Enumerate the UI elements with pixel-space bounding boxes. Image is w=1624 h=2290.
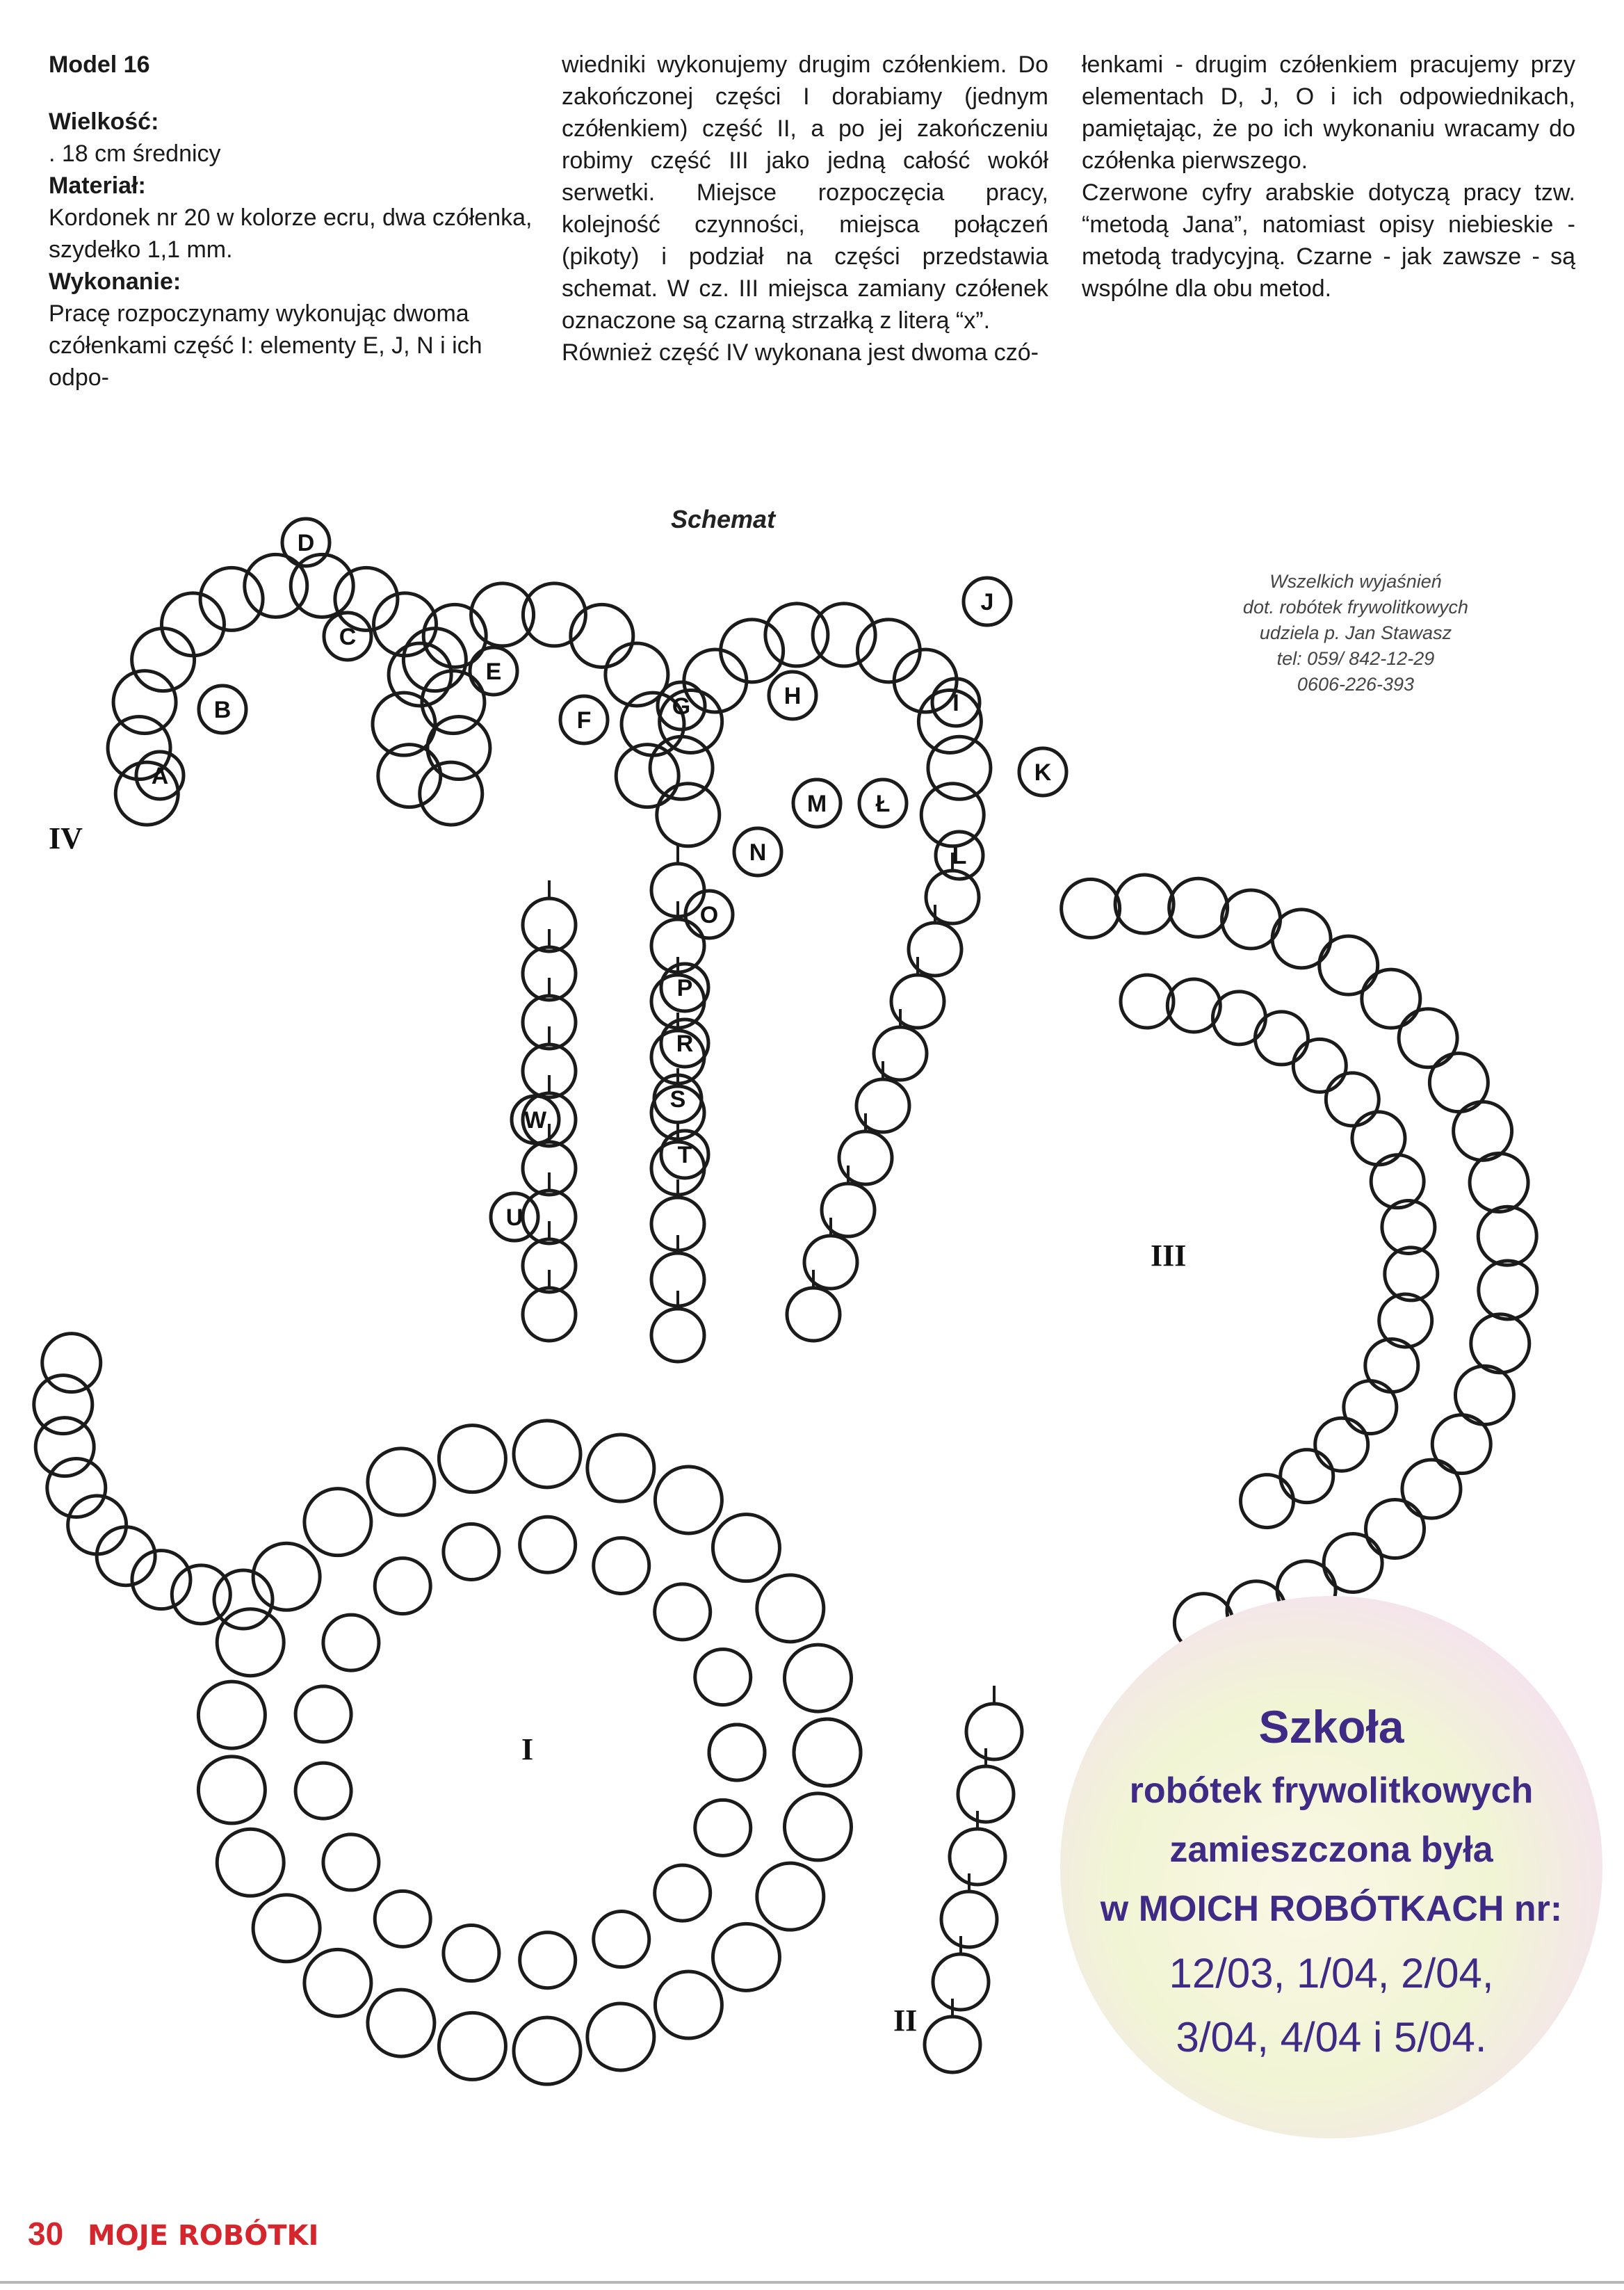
execution-text-2: wiedniki wykonujemy drugim czółenkiem. Do zakończonej części I dorabiamy (jednym czółenkiem) część II, a po jej zakończeniu robimy część III jako jedną całość wokół serwetki. Miejsce rozpoczęcia pracy, kolejność czynności, miejsca połączeń (pikoty) i podział na części przedstawia schemat. W cz. III miejsca zamiany czółenek oznaczone są czarną strzałką z literą “x”. xyxy=(562,51,1048,334)
tatting-ring xyxy=(941,1892,997,1947)
tatting-ring xyxy=(950,1829,1005,1885)
tatting-ring xyxy=(594,1538,649,1593)
contact-line: Wszelkich wyjaśnień xyxy=(1269,571,1442,592)
material-label: Materiał: xyxy=(49,172,146,199)
tatting-ring xyxy=(1470,1154,1528,1212)
tatting-ring xyxy=(1169,878,1228,937)
model-title: Model 16 xyxy=(49,51,150,78)
tatting-ring xyxy=(966,1704,1022,1759)
tatting-ring xyxy=(514,2017,580,2084)
school-issues: 12/03, 1/04, 2/04, xyxy=(1169,1950,1494,1997)
tatting-ring xyxy=(650,736,713,799)
article-column-3 xyxy=(1082,49,1575,305)
element-label: J xyxy=(980,589,994,615)
tatting-ring xyxy=(757,1863,824,1930)
tatting-ring xyxy=(304,1489,371,1556)
tatting-ring xyxy=(323,1615,379,1670)
element-label: A xyxy=(151,763,169,789)
element-label: R xyxy=(676,1031,694,1057)
school-info-circle xyxy=(1060,1596,1602,2138)
tatting-ring xyxy=(655,1972,722,2038)
tatting-ring xyxy=(304,1949,371,2016)
tatting-ring xyxy=(520,1933,576,1988)
bottom-divider xyxy=(0,2281,1624,2284)
tatting-ring xyxy=(695,1800,751,1855)
element-label: O xyxy=(699,902,719,928)
tatting-ring xyxy=(1281,1450,1333,1503)
tatting-ring xyxy=(1272,910,1331,968)
execution-text-1: Pracę rozpoczynamy wykonując dwoma czółenkami część I: elementy E, J, N i ich odpo- xyxy=(49,300,482,391)
element-label: W xyxy=(523,1107,547,1134)
tatting-ring xyxy=(420,762,482,825)
tatting-ring xyxy=(784,1793,851,1860)
element-label: E xyxy=(485,659,502,685)
tatting-ring xyxy=(520,1517,576,1572)
tatting-ring xyxy=(1471,1314,1529,1373)
school-line: robótek frywolitkowych xyxy=(1129,1771,1534,1811)
tatting-ring xyxy=(787,1288,840,1341)
tatting-ring xyxy=(655,1467,722,1533)
tatting-ring xyxy=(375,1558,430,1614)
school-line: w MOICH ROBÓTKACH nr: xyxy=(1100,1889,1563,1929)
tatting-ring xyxy=(1432,1415,1491,1474)
element-label: S xyxy=(669,1086,686,1113)
tatting-ring xyxy=(1344,1381,1397,1434)
school-issues: 3/04, 4/04 i 5/04. xyxy=(1176,2014,1487,2061)
article-column-2 xyxy=(562,49,1048,369)
magazine-logo: MOJE ROBÓTKI xyxy=(87,2220,319,2252)
tatting-ring xyxy=(857,620,920,682)
material-value: Kordonek nr 20 w kolorze ecru, dwa czółenka, szydełko 1,1 mm. xyxy=(49,204,533,263)
element-label: G xyxy=(672,693,691,720)
tatting-ring xyxy=(113,671,176,734)
section-label-iii: III xyxy=(1151,1239,1187,1273)
element-label: U xyxy=(505,1204,523,1231)
tatting-ring xyxy=(1352,1112,1405,1165)
tatting-ring xyxy=(695,1650,751,1705)
tatting-ring xyxy=(198,1757,265,1823)
tatting-ring xyxy=(1382,1200,1435,1253)
element-label: M xyxy=(806,791,827,817)
tatting-ring xyxy=(34,1376,92,1434)
tatting-ring xyxy=(928,736,991,799)
tatting-ring xyxy=(217,1829,284,1896)
tatting-ring xyxy=(757,1575,824,1642)
execution-text-3b: Czerwone cyfry arabskie dotyczą pracy tzw. “metodą Jana”, natomiast opisy niebieskie - metodą tradycyjną. Czarne - jak zawsze - są wspólne dla obu metod. xyxy=(1082,179,1575,302)
tatting-ring xyxy=(368,1990,435,2056)
tatting-ring xyxy=(172,1565,230,1624)
element-label: T xyxy=(677,1142,692,1168)
tatting-ring xyxy=(295,1686,351,1742)
tatting-ring xyxy=(713,1515,779,1581)
tatting-ring xyxy=(428,717,490,780)
article-column-1 xyxy=(49,49,535,394)
tatting-ring xyxy=(1365,1339,1418,1392)
tatting-ring xyxy=(253,1895,320,1962)
tatting-ring xyxy=(1241,1475,1294,1528)
tatting-ring xyxy=(198,1682,265,1748)
tatting-ring xyxy=(1326,1073,1379,1126)
tatting-ring xyxy=(1121,975,1174,1028)
tatting-ring xyxy=(594,1912,649,1967)
tatting-ring xyxy=(1479,1261,1537,1319)
tatting-ring xyxy=(765,604,828,666)
tatting-ring xyxy=(1478,1207,1536,1265)
section-label-i: I xyxy=(521,1732,534,1766)
tatting-ring xyxy=(713,1924,779,1990)
tatting-ring xyxy=(1402,1460,1461,1518)
tatting-ring xyxy=(444,1524,499,1579)
diagram-element-labels xyxy=(136,519,1066,1241)
tatting-ring xyxy=(42,1334,101,1392)
element-label: I xyxy=(952,690,959,716)
section-label-iv: IV xyxy=(49,821,83,855)
tatting-ring xyxy=(933,1954,989,2010)
tatting-ring xyxy=(1212,992,1265,1045)
tatting-ring xyxy=(439,1426,505,1492)
tatting-ring xyxy=(651,1309,704,1362)
tatting-ring xyxy=(655,1584,710,1640)
tatting-ring xyxy=(1366,1500,1424,1558)
schemat-title: Schemat xyxy=(671,505,776,533)
contact-line: 0606-226-393 xyxy=(1297,674,1415,695)
tatting-ring xyxy=(813,604,875,666)
contact-line: dot. robótek frywolitkowych xyxy=(1242,597,1469,618)
tatting-ring xyxy=(794,1719,861,1786)
tatting-ring xyxy=(655,1865,710,1921)
tatting-ring xyxy=(587,2003,654,2070)
element-label: N xyxy=(749,839,767,866)
page-footer xyxy=(28,2215,318,2252)
tatting-ring xyxy=(217,1609,284,1676)
tatting-ring xyxy=(1362,969,1420,1028)
size-label: Wielkość: xyxy=(49,108,159,135)
tatting-ring xyxy=(323,1835,379,1890)
tatting-ring xyxy=(514,1421,580,1487)
tatting-ring xyxy=(1399,1009,1457,1067)
tatting-ring xyxy=(47,1458,106,1517)
page-number: 30 xyxy=(28,2216,64,2252)
tatting-ring xyxy=(1324,1533,1382,1592)
school-title: Szkoła xyxy=(1258,1701,1404,1752)
tatting-ring xyxy=(1062,879,1120,937)
tatting-ring xyxy=(1315,1418,1368,1471)
execution-text-2b: Również część IV wykonana jest dwoma czó- xyxy=(562,339,1039,366)
element-label: Ł xyxy=(875,791,891,817)
element-label: C xyxy=(339,624,357,650)
size-value: . 18 cm średnicy xyxy=(49,140,221,167)
tatting-ring xyxy=(444,1926,499,1981)
execution-text-3: łenkami - drugim czółenkiem pracujemy przy elementach D, J, O i ich odpowiednikach, pamiętając, że po ich wykonaniu wracamy do czółenka pierwszego. xyxy=(1082,51,1575,174)
tatting-ring xyxy=(1385,1248,1438,1300)
tatting-ring xyxy=(925,2017,980,2072)
element-label: L xyxy=(952,843,967,869)
tatting-ring xyxy=(657,784,720,846)
element-label: F xyxy=(576,707,592,734)
tatting-ring xyxy=(1454,1102,1512,1160)
contact-line: tel: 059/ 842-12-29 xyxy=(1276,648,1435,669)
execution-label: Wykonanie: xyxy=(49,268,181,295)
tatting-ring xyxy=(784,1645,851,1711)
tatting-ring xyxy=(368,1449,435,1515)
tatting-ring xyxy=(587,1435,654,1501)
tatting-ring xyxy=(1293,1039,1346,1092)
tatting-ring xyxy=(721,620,783,682)
contact-line: udziela p. Jan Stawasz xyxy=(1259,622,1452,643)
section-label-ii: II xyxy=(893,2003,918,2038)
element-label: B xyxy=(213,697,232,723)
tatting-ring xyxy=(1115,875,1174,933)
element-label: P xyxy=(676,975,693,1001)
tatting-ring xyxy=(1255,1012,1308,1065)
tatting-ring xyxy=(1371,1155,1424,1208)
tatting-ring xyxy=(439,2013,505,2079)
element-label: H xyxy=(783,683,802,709)
tatting-ring xyxy=(295,1763,351,1819)
tatting-ring xyxy=(523,1288,576,1341)
tatting-ring xyxy=(571,604,633,667)
tatting-ring xyxy=(709,1725,765,1780)
school-line: zamieszczona była xyxy=(1169,1830,1493,1870)
tatting-ring xyxy=(1320,936,1378,994)
element-label: D xyxy=(297,530,315,556)
element-label: K xyxy=(1034,759,1052,786)
tatting-ring xyxy=(375,1891,430,1946)
tatting-ring xyxy=(958,1766,1014,1822)
